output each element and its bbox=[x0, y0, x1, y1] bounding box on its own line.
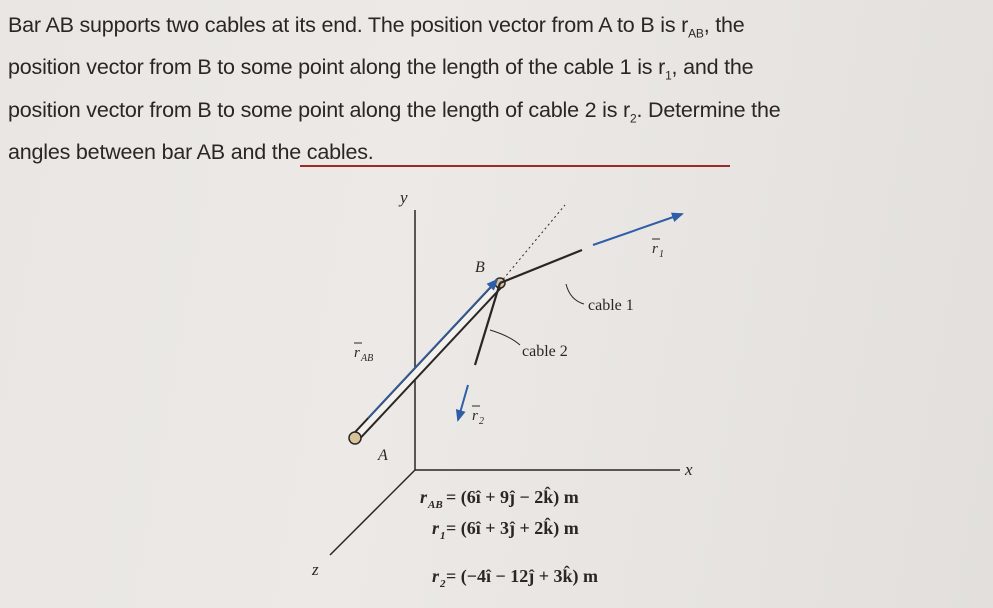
vector-r2-symbol: r bbox=[472, 408, 478, 424]
vector-rab-subscript: AB bbox=[361, 353, 374, 364]
vector-rab-symbol: r bbox=[354, 345, 360, 361]
vector-r1-arrow bbox=[593, 214, 682, 245]
vector-r1-label bbox=[652, 239, 664, 260]
equation-r2 bbox=[432, 565, 598, 590]
subscript-ab: AB bbox=[688, 26, 704, 41]
problem-line-4-text: angles between bar AB and the cables. bbox=[8, 139, 374, 164]
x-axis-label: x bbox=[685, 460, 693, 479]
equation-r1-subscript: 1 bbox=[440, 530, 446, 542]
equation-rab bbox=[420, 486, 579, 511]
vector-rab-arrow bbox=[368, 280, 497, 418]
cable-1-extension bbox=[500, 205, 565, 283]
equation-r2-subscript: 2 bbox=[440, 578, 446, 590]
z-axis bbox=[330, 470, 415, 555]
z-axis-label: z bbox=[312, 560, 319, 579]
vector-r2-subscript: 2 bbox=[479, 416, 484, 427]
cable-1-leader bbox=[566, 284, 584, 304]
cable-1 bbox=[500, 250, 582, 283]
cable-1-label: cable 1 bbox=[588, 297, 634, 314]
point-a-label: A bbox=[378, 447, 388, 464]
vector-rab-label bbox=[354, 343, 373, 364]
vector-r2-arrow bbox=[458, 385, 468, 420]
cable-2-label: cable 2 bbox=[522, 343, 568, 360]
equation-rab-lhs: r bbox=[420, 487, 428, 507]
equation-r1-rhs: = (6î + 3ĵ + 2k̂) m bbox=[446, 518, 579, 538]
equation-rab-subscript: AB bbox=[428, 499, 443, 511]
vector-r2-label bbox=[472, 406, 484, 427]
cable-2-leader bbox=[490, 330, 520, 345]
problem-line-1-text: Bar AB supports two cables at its end. The position vector from A to B is r bbox=[8, 13, 689, 37]
vector-r1-symbol: r bbox=[652, 241, 658, 257]
equation-rab-rhs: = (6î + 9ĵ − 2k̂) m bbox=[446, 487, 579, 507]
equation-r2-rhs: = (−4î − 12ĵ + 3k̂) m bbox=[446, 566, 599, 586]
problem-line-2-tail: , and the bbox=[671, 55, 754, 80]
subscript-2: 2 bbox=[630, 110, 637, 125]
equation-r1-lhs: r bbox=[432, 518, 440, 538]
point-a-marker bbox=[349, 432, 361, 444]
subscript-1: 1 bbox=[665, 68, 672, 83]
bar-ab bbox=[355, 283, 500, 438]
point-b-label: B bbox=[475, 259, 485, 276]
y-axis-label: y bbox=[400, 188, 408, 207]
problem-line-2-text: position vector from B to some point along the length of the cable 1 is r bbox=[8, 55, 666, 80]
vector-r1-subscript: 1 bbox=[659, 249, 664, 260]
problem-line-1-tail: , the bbox=[703, 13, 745, 37]
problem-line-3-tail: . Determine the bbox=[636, 97, 781, 122]
problem-line-3-text: position vector from B to some point along the length of cable 2 is r bbox=[8, 97, 630, 122]
equation-r1 bbox=[432, 517, 579, 542]
equation-r2-lhs: r bbox=[432, 566, 440, 586]
